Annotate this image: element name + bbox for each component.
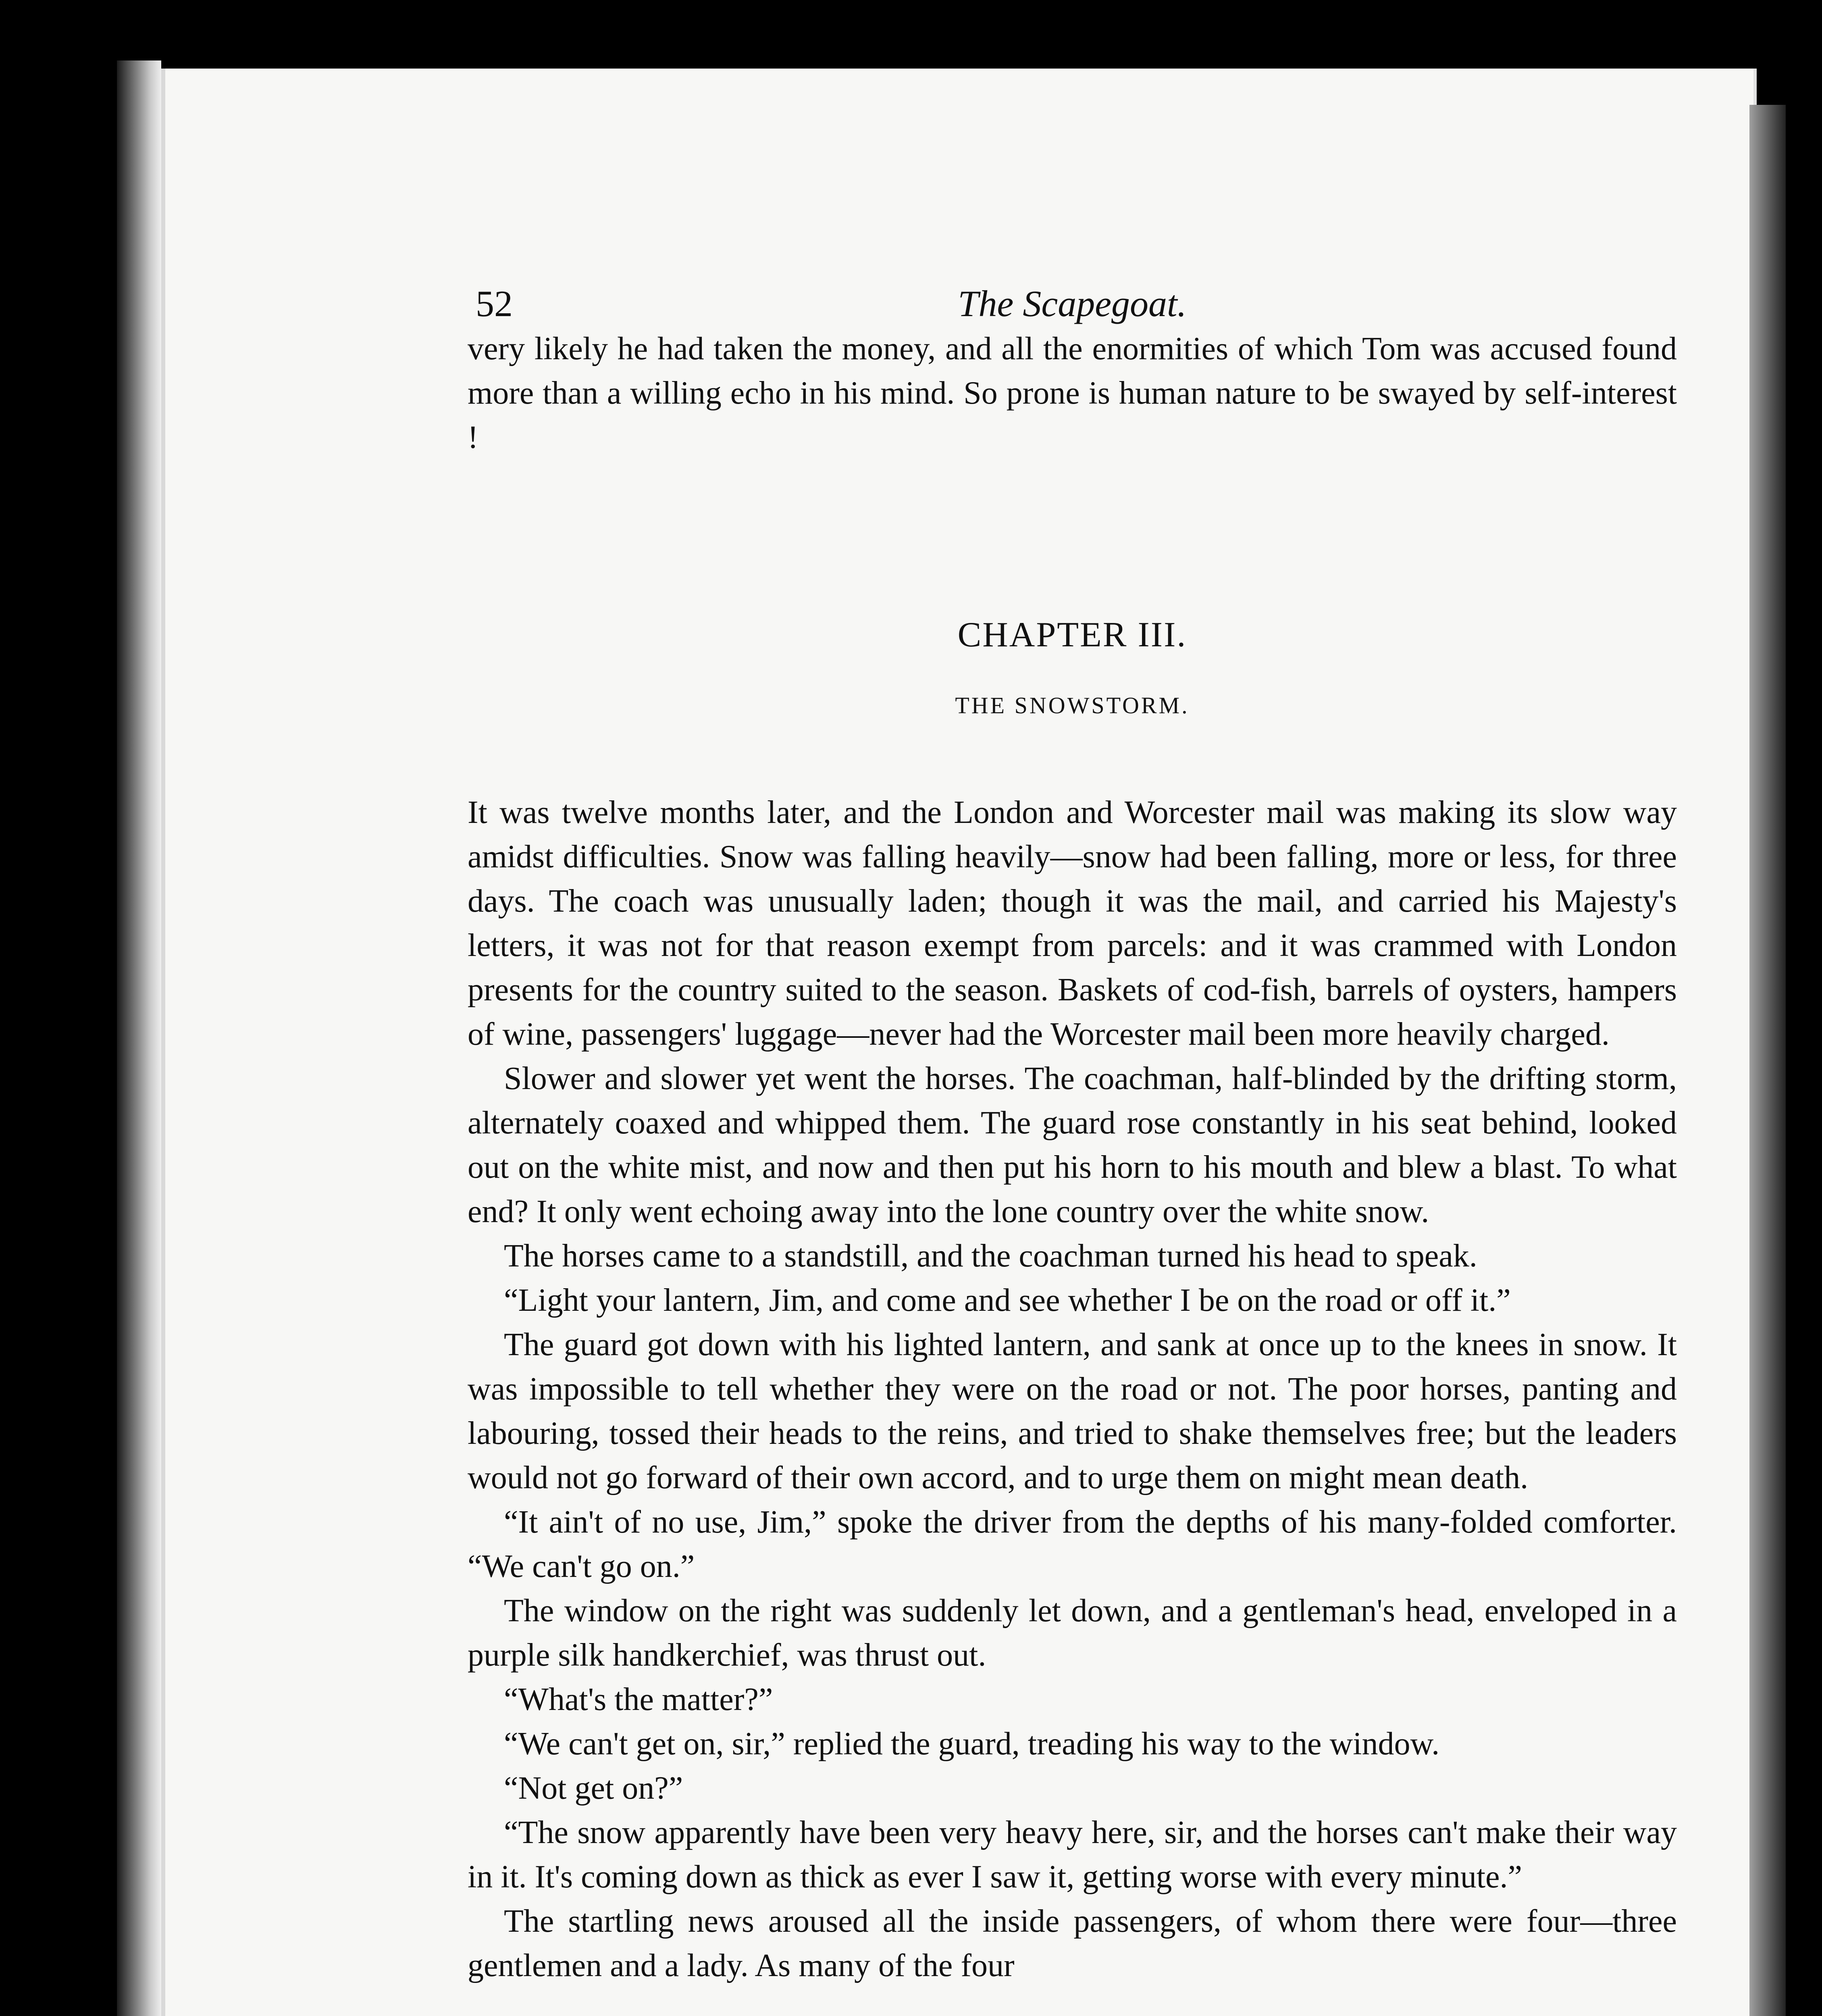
page-text-block (468, 266, 1677, 1988)
paragraph: The horses came to a standstill, and the coachman turned his head to speak. (504, 1238, 1477, 1274)
page-number: 52 (476, 283, 513, 324)
paragraph: The window on the right was suddenly let down, and a gentleman's head, enveloped in a purple silk handkerchief, was thrust out. (468, 1593, 1677, 1673)
paragraph: The guard got down with his lighted lantern, and sank at once up to the knees in snow. It was impossible to tell whether they were on the road or not. The poor horses, panting and labouring, tossed their heads to the reins, and tried to shake themselves free; but the leaders would not go forward of their own accord, and to urge them on might mean death. (468, 1327, 1677, 1495)
running-head (468, 266, 1677, 327)
dialogue-paragraph: “Light your lantern, Jim, and come and see whether I be on the road or off it.” (504, 1283, 1511, 1318)
page-edge-shadow (1749, 105, 1786, 2016)
book-title: The Scapegoat. (958, 283, 1187, 324)
dialogue-paragraph: “What's the matter?” (504, 1682, 773, 1717)
paragraph: It was twelve months later, and the London and Worcester mail was making its slow way amidst difficulties. Snow was falling heavily—snow had been falling, more or less, for three days. The coach was unusually laden; though it was the mail, and carried his Majesty's letters, it was not for that reason exempt from parcels: and it was crammed with London presents for the country suited to the season. Baskets of cod-fish, barrels of oysters, hampers of wine, passengers' luggage—never had the Worcester mail been more heavily charged. (468, 795, 1677, 1052)
dialogue-paragraph: “We can't get on, sir,” replied the guard, treading his way to the window. (504, 1726, 1440, 1762)
dialogue-paragraph: “It ain't of no use, Jim,” spoke the driver from the depths of his many-folded comforter. “We can't go on.” (468, 1504, 1677, 1584)
paragraph: Slower and slower yet went the horses. The coachman, half-blinded by the drifting storm, alternately coaxed and whipped them. The guard rose constantly in his seat behind, looked out on the white mist, and now and then put his horn to his mouth and blew a blast. To what end? It only went echoing away into the lone country over the white snow. (468, 1061, 1677, 1229)
dialogue-paragraph: “Not get on?” (504, 1770, 683, 1806)
chapter-number: CHAPTER III. (957, 615, 1187, 654)
continued-paragraph: very likely he had taken the money, and all the enormities of which Tom was accused found more than a willing echo in his mind. So prone is human nature to be swayed by self-interest ! (468, 331, 1677, 455)
book-gutter (117, 60, 161, 2016)
paragraph: The startling news aroused all the inside passengers, of whom there were four—three gentlemen and a lady. As many of the four (468, 1904, 1677, 1983)
chapter-title: THE SNOWSTORM. (955, 692, 1190, 719)
dialogue-paragraph: “The snow apparently have been very heavy here, sir, and the horses can't make their way in it. It's coming down as thick as ever I saw it, getting worse with every minute.” (468, 1815, 1677, 1895)
